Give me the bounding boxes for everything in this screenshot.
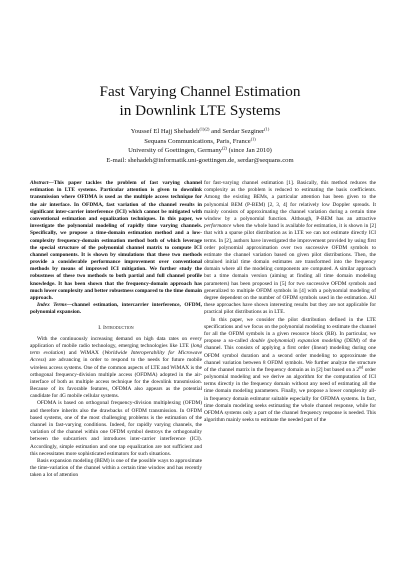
section-heading-introduction: I. Introduction [98, 324, 134, 331]
author-block [0, 127, 400, 165]
author-emails: E-mail: shehadeh@informatik.uni-goettingen.de, serdar@sequans.com [106, 156, 294, 164]
title-line-1: Fast Varying Channel Estimation [99, 83, 301, 100]
intro-paragraph-2: OFDMA is based on orthogonal frequency-division multiplexing (OFDM) and therefore inherits also the drawbacks of OFDM transmission. In OFDM based systems, one of the most challenging problems is the estimation of the channel in fast-varying conditions. Indeed, for rapidly varying channels, the variation of the channel within one OFDM symbol destroys the orthogonality between the subcarriers and introduces inter-carrier interference (ICI). Accordingly, simple estimation and one tap equalization are not sufficient and this necessitates more sophisticated estimators for such situations. [30, 400, 202, 457]
right-column [204, 180, 376, 424]
author-names: Youssef El Hajj Shehadeh$^{(1)(2)}$ and Serdar Sezginer$^{(1)}$ [130, 126, 270, 135]
index-terms: Index Terms—channel estimation, intercarrier interference, OFDM, polynomial expansion. [30, 302, 202, 316]
title-line-2: in Downlink LTE Systems [119, 102, 281, 119]
abstract: Abstract—This paper tackles the problem of fast varying channel estimation in LTE systems. Particular attention is given to downlink transmission where OFDMA is used as the multiple access technique for the air interface. In OFDMA, fast variation of the channel results in significant inter-carrier interference (ICI) which cannot be mitigated with conventional estimation and equalization techniques. In this paper, we investigate the polynomial modeling of rapidly time varying channels. Specifically, we propose a time-domain estimation method and a low-complexity frequency-domain estimation method both of which leverage the special structure of the polynomial channel matrix to compute ICI channel components. It is shown by simulations that these two methods provide a considerable performance improvement over conventional methods by means of improved ICI mitigation. We further study the robustness of these two methods to both partial and full channel profile knowledge. It has been shown that the frequency-domain approach has much lower complexity and better robustness compared to the time domain approach. [30, 180, 202, 301]
affiliation-goettingen: University of Goettingen, Germany$^{(2)}$ (since Jan 2010) [128, 145, 272, 155]
right-paragraph-2: In this paper, we consider the pilot distribution defined in the LTE specifications and we focus on the polynomial modeling to estimate the channel for all the OFDM symbols in a given resource block (RB). In particular, we propose a so-called double (polynomial) expansion modeling (DEM) of the channel. This consists of applying a first order (linear) modeling during one OFDM symbol duration and a second order modeling to approximate the channel variation between 8 OFDM symbols. We further analyze the structure of the channel matrix in the frequency domain as in [2] but based on a 2nd order polynomial modeling and we derive an algorithm for the computation of ICI terms directly in the frequency domain without any need of estimating all the time domain modeling parameters. Finally, we propose a lower complexity all-in frequency domain estimator suitable especially for OFDMA systems. In fact, time domain modeling seeks estimating the whole channel response, while for OFDMA systems only a part of the channel frequency response is needed. This algorithm mainly seeks to estimate the needed part of the [204, 316, 376, 424]
intro-paragraph-3: Basis expansion modeling (BEM) is one of the possible ways to approximate the time-variation of the channel within a certain time window and has recently taken a lot of attention [30, 457, 202, 479]
affiliation-sequans: Sequans Communications, Paris, France$^{(1)}$ [144, 136, 256, 145]
left-column [30, 180, 202, 480]
right-paragraph-1: for fast-varying channel estimation [1]. Basically, this method reduces the complexity as the problem is reduced to estimating the basis coefficients. Among the existing BEMs, a particular attention has been given to the polynomial BEM (P-BEM) [2, 3, 4] for relatively low Doppler spreads. It mainly consists of approximating the channel variation during a certain time window by a polynomial function. Although, P-BEM has an attractive performance when the whole band is available for estimation, it is shown in [2] that with a sparse pilot distribution as in LTE we can not estimate directly ICI terms. In [2], authors have investigated the improvement provided by using first order polynomial approximation over two successive OFDM symbols to estimate the channel variation based on given pilot distributions. Then, the obtained initial time domain estimates are transformed into the frequency domain where all the modeling components are computed. A similar approach but a time domain version (aiming at finding all time domain modeling parameters) has been proposed in [5] for two successive OFDM symbols and generalized to multiple OFDM symbols in [4] with a polynomial modeling of degree dependent on the number of OFDM symbols used in the estimation. All these approaches have shown interesting results but they are not applicable for practical pilot distributions as in LTE. [204, 180, 376, 316]
paper-title [0, 82, 400, 120]
intro-paragraph-1: With the continuously increasing demand on high data rates on every application of mobile radio technology, emerging technologies like LTE (long term evolution) and WiMAX (Worldwide Interoperability for Microwave Access) are advancing in order to respond to the needs for future mobile wireless access systems. One of the common aspects of LTE and WiMAX is the orthogonal frequency-division multiple access (OFDMA) adopted in the air-interface of both as multiple access technique for the downlink transmission. Because of its favorable features, OFDMA also appears as the potential candidate for 4G mobile cellular systems. [30, 335, 202, 400]
